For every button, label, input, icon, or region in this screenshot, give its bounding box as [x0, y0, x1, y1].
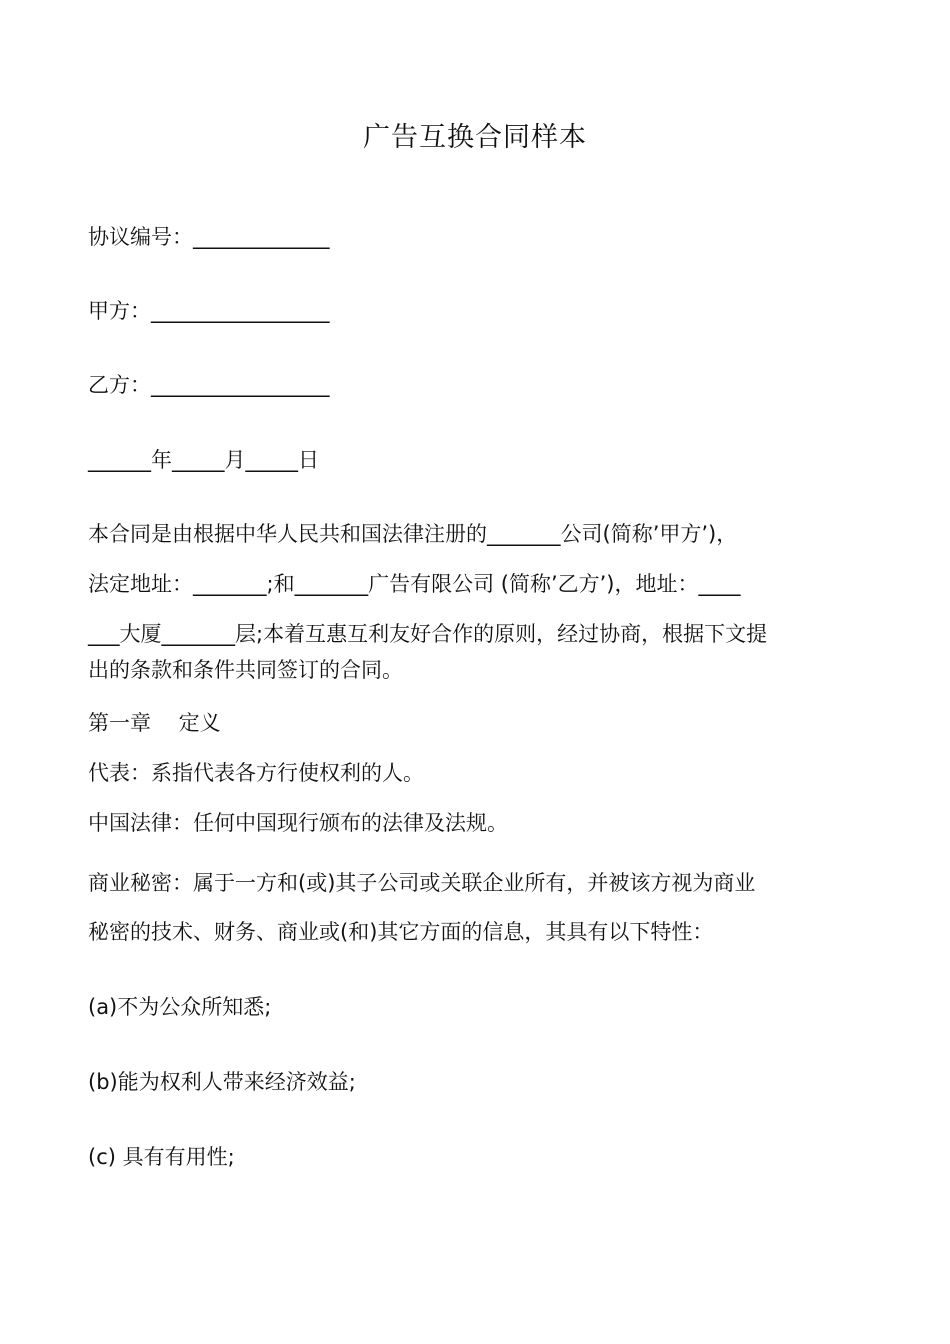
list-item-b: (b)能为权利人带来经济效益;	[88, 1070, 356, 1094]
definition-china-law: 中国法律：任何中国现行颁布的法律及法规。	[88, 811, 508, 835]
agreement-number-line: 协议编号：_____________	[88, 225, 330, 249]
party-b-line: 乙方：_________________	[88, 373, 330, 397]
list-item-c: (c) 具有有用性;	[88, 1145, 235, 1169]
definition-representative: 代表：系指代表各方行使权利的人。	[88, 761, 424, 785]
intro-line-1: 本合同是由根据中华人民共和国法律注册的_______公司(简称’甲方’)，	[88, 522, 738, 546]
document-title: 广告互换合同样本	[363, 122, 587, 153]
list-item-a: (a)不为公众所知悉;	[88, 995, 272, 1019]
party-a-line: 甲方：_________________	[88, 299, 330, 323]
date-line: ______年_____月_____日	[88, 448, 319, 472]
chapter-heading: 第一章 定义	[88, 711, 221, 735]
trade-secret-line-1: 商业秘密：属于一方和(或)其子公司或关联企业所有，并被该方视为商业	[88, 871, 756, 895]
intro-line-3: ___大厦_______层;本着互惠互利友好合作的原则，经过协商，根据下文提	[88, 622, 768, 646]
trade-secret-line-2: 秘密的技术、财务、商业或(和)其它方面的信息，其具有以下特性：	[88, 920, 714, 944]
intro-line-4: 出的条款和条件共同签订的合同。	[88, 658, 403, 682]
intro-line-2: 法定地址：_______;和_______广告有限公司 (简称’乙方’)，地址：____	[88, 572, 741, 596]
